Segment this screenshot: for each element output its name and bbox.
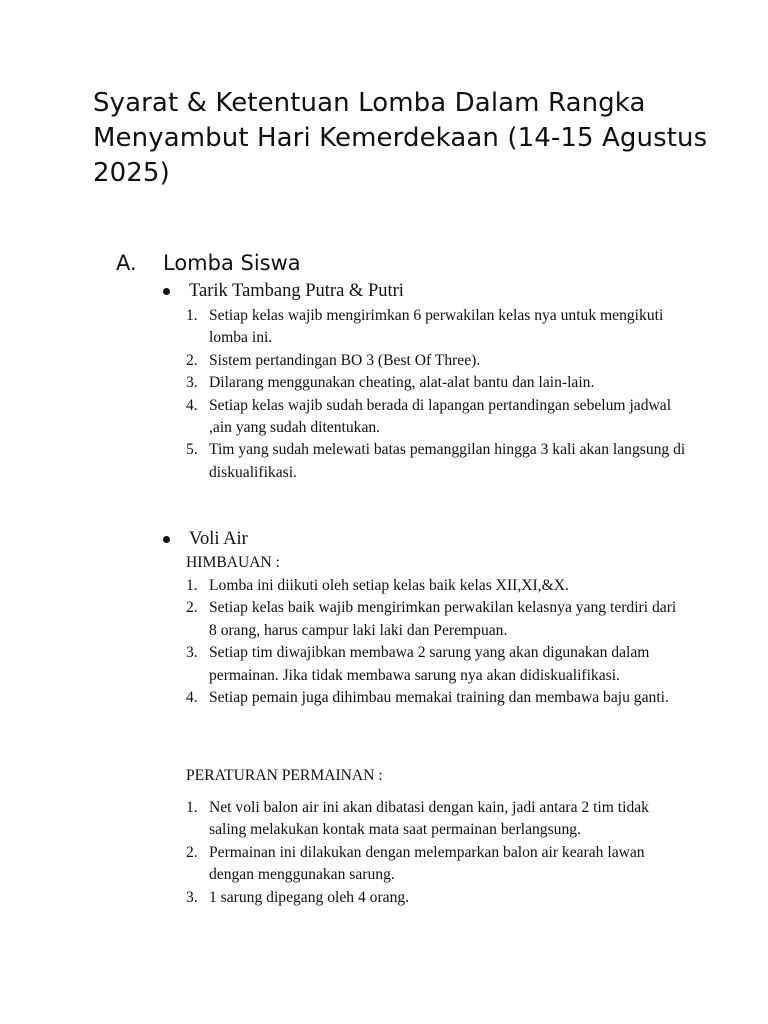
section-title: Lomba Siswa xyxy=(163,251,301,275)
list-text: Permainan ini dilakukan dengan melemparkan balon air kearah lawan dengan menggunakan sarung. xyxy=(209,843,645,884)
list-item xyxy=(186,395,686,440)
list-item xyxy=(186,439,686,484)
list-text: Setiap pemain juga dihimbau memakai training dan membawa baju ganti. xyxy=(209,689,669,707)
list-item xyxy=(186,797,686,842)
section-letter: A. xyxy=(116,251,137,275)
list-number: 4. xyxy=(186,396,198,414)
list-number: 1. xyxy=(186,577,198,594)
list-number: 1. xyxy=(186,799,198,816)
list-item xyxy=(186,305,686,350)
list-text: Setiap kelas wajib mengirimkan 6 perwakilan kelas nya untuk mengikuti lomba ini. xyxy=(209,307,664,347)
list-text: Setiap tim diwajibkan membawa 2 sarung yang akan digunakan dalam permainan. Jika tidak membawa sarung nya akan didiskualifikasi. xyxy=(209,644,650,684)
tarik-tambang-heading: Tarik Tambang Putra & Putri xyxy=(189,281,404,301)
list-number: 3. xyxy=(186,888,198,906)
list-number: 2. xyxy=(186,351,198,369)
list-item xyxy=(186,372,686,394)
list-text: Dilarang menggunakan cheating, alat-alat bantu dan lain-lain. xyxy=(209,374,595,392)
bullet-dot-icon xyxy=(163,536,170,543)
list-number: 2. xyxy=(186,599,198,617)
list-text: Setiap kelas wajib sudah berada di lapangan pertandingan sebelum jadwal ,ain yang sudah ditentukan. xyxy=(209,396,672,437)
voli-air-heading: Voli Air xyxy=(189,529,248,549)
list-item xyxy=(186,687,686,709)
list-text: Setiap kelas baik wajib mengirimkan perwakilan kelasnya yang terdiri dari 8 orang, harus campur laki laki dan Perempuan. xyxy=(209,599,677,639)
peraturan-list xyxy=(186,797,686,909)
list-item xyxy=(186,597,686,642)
list-text: 1 sarung dipegang oleh 4 orang. xyxy=(209,888,410,906)
list-item xyxy=(186,575,686,597)
list-item xyxy=(186,642,686,687)
list-text: Net voli balon air ini akan dibatasi dengan kain, jadi antara 2 tim tidak saling melakukan kontak mata saat permainan berlangsung. xyxy=(209,799,649,839)
list-item xyxy=(186,842,686,887)
list-number: 1. xyxy=(186,307,198,324)
list-item xyxy=(186,887,686,909)
tarik-tambang-list xyxy=(186,305,686,484)
bullet-voli-air xyxy=(160,527,248,551)
list-number: 3. xyxy=(186,644,198,662)
himbauan-list xyxy=(186,575,686,709)
list-text: Tim yang sudah melewati batas pemanggilan hingga 3 kali akan langsung di diskualifikasi. xyxy=(209,441,686,481)
list-number: 5. xyxy=(186,441,198,459)
document-title: Syarat & Ketentuan Lomba Dalam Rangka Menyambut Hari Kemerdekaan (14-15 Agustus 2025) xyxy=(93,88,708,188)
bullet-tarik-tambang xyxy=(160,279,404,303)
bullet-dot-icon xyxy=(163,288,170,295)
list-item xyxy=(186,350,686,372)
himbauan-label: HIMBAUAN : xyxy=(186,554,280,571)
list-number: 2. xyxy=(186,843,198,861)
peraturan-label: PERATURAN PERMAINAN : xyxy=(186,767,383,784)
list-number: 4. xyxy=(186,689,198,707)
list-number: 3. xyxy=(186,374,198,392)
list-text: Sistem pertandingan BO 3 (Best Of Three). xyxy=(209,351,481,369)
section-heading xyxy=(116,248,301,278)
list-text: Lomba ini diikuti oleh setiap kelas baik kelas XII,XI,&X. xyxy=(209,577,569,594)
